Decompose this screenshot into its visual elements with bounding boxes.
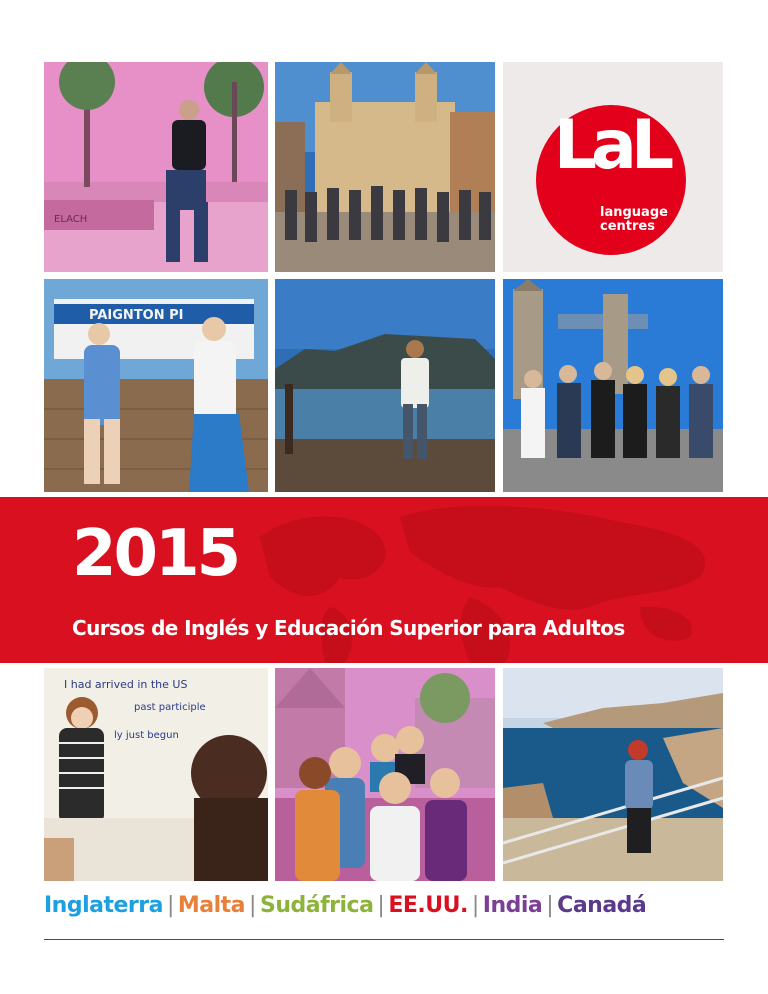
logo-mark: LaL	[553, 106, 669, 185]
svg-text:ly just begun: ly just begun	[114, 730, 179, 741]
separator: |	[249, 893, 256, 918]
separator: |	[471, 893, 479, 918]
country-usa: EE.UU.	[388, 893, 468, 918]
photo-classroom-teacher	[44, 668, 268, 881]
brochure-subtitle: Cursos de Inglés y Educación Superior para Adultos	[72, 616, 625, 640]
bottom-rule	[44, 939, 724, 940]
photo-cathedral-group	[275, 62, 495, 272]
logo-text-language: language	[600, 205, 668, 220]
svg-text:I had arrived in the US: I had arrived in the US	[64, 678, 188, 691]
photo-pier-women	[44, 279, 268, 492]
svg-text:ELACH: ELACH	[54, 214, 88, 225]
separator: |	[166, 893, 174, 918]
country-sudafrica: Sudáfrica	[259, 893, 374, 918]
photo-tower-bridge-group	[503, 279, 723, 492]
logo-text-centres: centres	[600, 219, 655, 234]
separator: |	[546, 893, 554, 918]
countries-list	[44, 895, 724, 917]
country-inglaterra: Inglaterra	[44, 893, 163, 918]
separator: |	[377, 893, 385, 918]
svg-text:PAIGNTON PI: PAIGNTON PI	[89, 308, 184, 323]
svg-text:past participle: past participle	[134, 702, 206, 713]
photo-cliffs-woman	[503, 668, 723, 881]
photo-group-selfie	[275, 668, 495, 881]
country-malta: Malta	[177, 893, 246, 918]
photo-table-mountain	[275, 279, 495, 492]
country-india: India	[482, 893, 543, 918]
country-canada: Canadá	[557, 893, 647, 918]
photo-beach-man	[44, 62, 268, 272]
year-heading: 2015	[72, 517, 239, 591]
